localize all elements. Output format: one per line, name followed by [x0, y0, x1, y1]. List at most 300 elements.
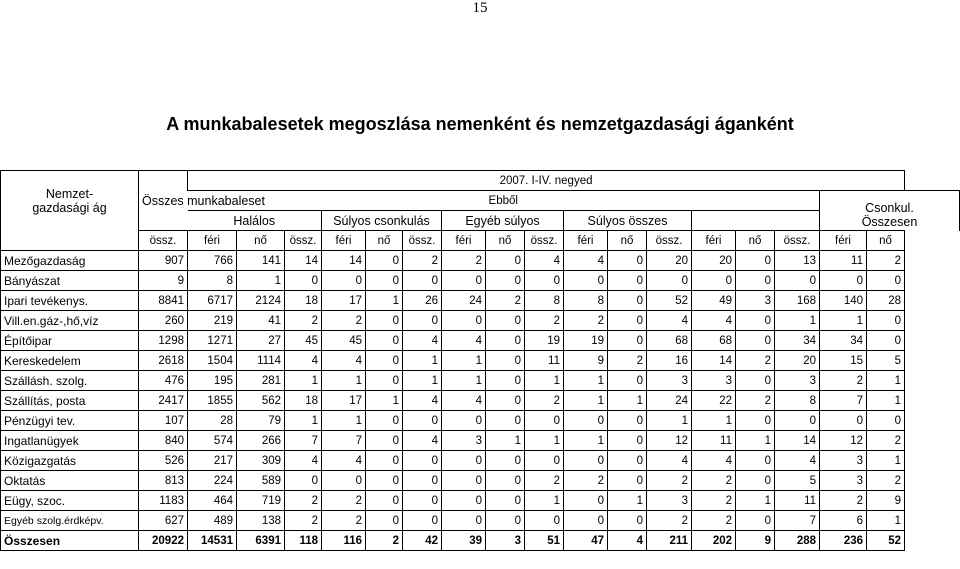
table-row: [1, 251, 960, 271]
table-cell: 0: [366, 271, 403, 291]
table-cell: 2: [647, 511, 692, 531]
table-cell: 11: [692, 431, 736, 451]
table-cell: 0: [525, 451, 564, 471]
table-cell: 12: [647, 431, 692, 451]
row-label: Eügy, szoc.: [1, 491, 139, 511]
row-label: Építőipar: [1, 331, 139, 351]
table-cell: 3: [442, 431, 486, 451]
table-cell: 3: [820, 471, 867, 491]
table-cell: 0: [322, 271, 366, 291]
table-cell: 0: [403, 511, 442, 531]
table-cell: 0: [525, 411, 564, 431]
table-cell: 526: [139, 451, 188, 471]
table-cell: 47: [564, 531, 608, 551]
table-cell: 4: [322, 451, 366, 471]
table-cell: 0: [608, 511, 647, 531]
table-cell: 8841: [139, 291, 188, 311]
table-cell: 1114: [237, 351, 285, 371]
row-label: Mezőgazdaság: [1, 251, 139, 271]
header-other-severe: Egyéb súlyos: [442, 211, 564, 231]
header-sub-cell: nő: [237, 231, 285, 251]
table-cell: 4: [525, 251, 564, 271]
row-label: Bányászat: [1, 271, 139, 291]
table-cell: 0: [564, 451, 608, 471]
table-cell: 2: [285, 511, 322, 531]
table-cell: 0: [366, 491, 403, 511]
table-cell: 4: [564, 251, 608, 271]
table-cell: 0: [403, 491, 442, 511]
table-cell: 0: [608, 411, 647, 431]
header-sub-cell: nő: [608, 231, 647, 251]
header-mutilation-total: Csonkul. Összesen: [820, 191, 960, 231]
table-cell: 0: [525, 271, 564, 291]
table-cell: 141: [237, 251, 285, 271]
table-cell: 309: [237, 451, 285, 471]
table-cell: 11: [820, 251, 867, 271]
table-cell: 0: [736, 511, 775, 531]
table-cell: 9: [867, 491, 905, 511]
table-cell: 1: [608, 391, 647, 411]
table-cell: 1: [525, 491, 564, 511]
table-cell: 1: [322, 411, 366, 431]
table-cell: 0: [403, 451, 442, 471]
table-cell: 1: [692, 411, 736, 431]
table-cell: 107: [139, 411, 188, 431]
header-sub-cell: féri: [322, 231, 366, 251]
table-cell: 1: [867, 511, 905, 531]
table-cell: 17: [322, 391, 366, 411]
table-cell: 0: [736, 451, 775, 471]
table-cell: 0: [608, 291, 647, 311]
table-cell: 0: [736, 371, 775, 391]
table-cell: 1: [820, 311, 867, 331]
row-label: Pénzügyi tev.: [1, 411, 139, 431]
table-cell: 3: [647, 491, 692, 511]
table-cell: 18: [285, 391, 322, 411]
table-row: [1, 411, 960, 431]
table-cell: 0: [486, 511, 525, 531]
table-cell: 1: [285, 371, 322, 391]
table-row: [1, 471, 960, 491]
table-cell: 14: [692, 351, 736, 371]
table-cell: 17: [322, 291, 366, 311]
table-cell: 11: [525, 351, 564, 371]
table-cell: 28: [867, 291, 905, 311]
table-cell: 0: [608, 431, 647, 451]
table-cell: 118: [285, 531, 322, 551]
table-cell: 7: [820, 391, 867, 411]
table-cell: 0: [322, 471, 366, 491]
table-cell: 16: [647, 351, 692, 371]
table-cell: 2: [486, 291, 525, 311]
row-label: Ipari tevékenys.: [1, 291, 139, 311]
table-cell: 464: [188, 491, 237, 511]
table-cell: 3: [486, 531, 525, 551]
header-sub-cell: nő: [736, 231, 775, 251]
row-label: Összesen: [1, 531, 139, 551]
table-cell: 1: [736, 431, 775, 451]
table-cell: 0: [775, 271, 820, 291]
table-cell: 52: [647, 291, 692, 311]
table-cell: 0: [608, 471, 647, 491]
table-row: [1, 331, 960, 351]
table-cell: 6: [820, 511, 867, 531]
table-cell: 0: [486, 371, 525, 391]
table-cell: 260: [139, 311, 188, 331]
table-cell: 14531: [188, 531, 237, 551]
row-label: Szállítás, posta: [1, 391, 139, 411]
table-cell: 1271: [188, 331, 237, 351]
table-cell: 1: [322, 371, 366, 391]
table-row: [1, 271, 960, 291]
table-cell: 0: [486, 471, 525, 491]
table-cell: 0: [736, 411, 775, 431]
table-cell: 0: [366, 251, 403, 271]
table-row: [1, 511, 960, 531]
table-cell: 24: [442, 291, 486, 311]
table-cell: 202: [692, 531, 736, 551]
table-cell: 627: [139, 511, 188, 531]
table-cell: 2: [322, 311, 366, 331]
row-label: Vill.en.gáz-,hő,víz: [1, 311, 139, 331]
table-cell: 4: [647, 451, 692, 471]
table-cell: 0: [442, 451, 486, 471]
table-cell: 1: [867, 391, 905, 411]
table-cell: 2: [692, 511, 736, 531]
table-cell: 0: [867, 411, 905, 431]
table-cell: 4: [647, 311, 692, 331]
table-cell: 0: [736, 471, 775, 491]
table-cell: 52: [867, 531, 905, 551]
table-cell: 0: [366, 451, 403, 471]
table-cell: 4: [285, 351, 322, 371]
table-cell: 1: [525, 371, 564, 391]
table-cell: 2: [692, 471, 736, 491]
table-cell: 0: [442, 491, 486, 511]
table-cell: 4: [403, 431, 442, 451]
table-cell: 2417: [139, 391, 188, 411]
table-cell: 9: [736, 531, 775, 551]
table-cell: 7: [775, 511, 820, 531]
table-cell: 49: [692, 291, 736, 311]
header-sub-cell: féri: [820, 231, 867, 251]
table-cell: 1: [237, 271, 285, 291]
table-cell: 2: [692, 491, 736, 511]
table-cell: 116: [322, 531, 366, 551]
table-cell: 1: [867, 371, 905, 391]
table-cell: 9: [564, 351, 608, 371]
table-cell: 1: [525, 431, 564, 451]
page-number: 15: [472, 0, 488, 16]
table-row: [1, 451, 960, 471]
table-cell: 0: [486, 311, 525, 331]
table-cell: 0: [608, 251, 647, 271]
table-total-row: [1, 531, 960, 551]
table-cell: 9: [139, 271, 188, 291]
table-cell: 0: [820, 271, 867, 291]
table-cell: 0: [736, 251, 775, 271]
table-cell: 1: [608, 491, 647, 511]
table-cell: 2: [564, 471, 608, 491]
table-cell: 2: [867, 471, 905, 491]
table-cell: 20922: [139, 531, 188, 551]
table-cell: 2: [322, 511, 366, 531]
table-cell: 0: [442, 471, 486, 491]
header-sub-cell: féri: [188, 231, 237, 251]
table-cell: 1: [486, 431, 525, 451]
header-total-accidents: Összes munkabaleset: [139, 171, 188, 231]
table-cell: 0: [647, 271, 692, 291]
table-cell: 3: [820, 451, 867, 471]
header-sub-cell: össz.: [139, 231, 188, 251]
table-row: [1, 491, 960, 511]
table-cell: 0: [608, 271, 647, 291]
table-cell: 0: [608, 371, 647, 391]
table-cell: 840: [139, 431, 188, 451]
table-cell: 0: [486, 271, 525, 291]
table-row: [1, 311, 960, 331]
header-sub-cell: nő: [366, 231, 403, 251]
table-cell: 0: [366, 411, 403, 431]
table-cell: 217: [188, 451, 237, 471]
table-cell: 45: [285, 331, 322, 351]
table-cell: 2: [736, 391, 775, 411]
table-cell: 281: [237, 371, 285, 391]
table-cell: 2: [647, 471, 692, 491]
table-cell: 39: [442, 531, 486, 551]
table-cell: 0: [564, 271, 608, 291]
table-cell: 0: [442, 511, 486, 531]
table-cell: 2: [403, 251, 442, 271]
table-cell: 0: [486, 451, 525, 471]
table-cell: 68: [647, 331, 692, 351]
table-cell: 18: [285, 291, 322, 311]
header-severe-mutilating: Súlyos csonkulás: [322, 211, 442, 231]
table-cell: 0: [366, 351, 403, 371]
table-cell: 2: [564, 311, 608, 331]
table-cell: 13: [775, 251, 820, 271]
table-cell: 5: [775, 471, 820, 491]
header-sub-cell: össz.: [775, 231, 820, 251]
table-cell: 8: [525, 291, 564, 311]
table-cell: 219: [188, 311, 237, 331]
table-cell: 2: [285, 311, 322, 331]
table-cell: 2618: [139, 351, 188, 371]
table-cell: 2: [285, 491, 322, 511]
table-cell: 0: [486, 351, 525, 371]
table-cell: 2: [366, 531, 403, 551]
table-cell: 0: [736, 311, 775, 331]
table-cell: 1: [564, 371, 608, 391]
table-cell: 4: [442, 331, 486, 351]
header-row-period: [1, 171, 960, 191]
table-cell: 1: [736, 491, 775, 511]
table-cell: 1: [442, 351, 486, 371]
table-cell: 168: [775, 291, 820, 311]
table-cell: 0: [366, 431, 403, 451]
table-cell: 2: [867, 431, 905, 451]
table-cell: 2: [820, 371, 867, 391]
table-cell: 489: [188, 511, 237, 531]
table-cell: 22: [692, 391, 736, 411]
header-fatal: Halálos: [188, 211, 322, 231]
table-cell: 0: [775, 411, 820, 431]
table-cell: 0: [736, 271, 775, 291]
table-cell: 11: [775, 491, 820, 511]
table-cell: 0: [564, 491, 608, 511]
table-cell: 0: [486, 411, 525, 431]
table-cell: 1: [442, 371, 486, 391]
table-cell: 719: [237, 491, 285, 511]
row-label: Oktatás: [1, 471, 139, 491]
table-cell: 4: [775, 451, 820, 471]
table-cell: 1183: [139, 491, 188, 511]
table-body: [1, 251, 960, 551]
page-title: A munkabalesetek megoszlása nemenként és nemzetgazdasági áganként: [166, 114, 794, 134]
table-cell: 19: [564, 331, 608, 351]
table-cell: 4: [403, 391, 442, 411]
table-cell: 0: [403, 411, 442, 431]
table-cell: 1: [403, 351, 442, 371]
table-cell: 6391: [237, 531, 285, 551]
table-cell: 236: [820, 531, 867, 551]
header-sub-cell: össz.: [525, 231, 564, 251]
table-cell: 12: [820, 431, 867, 451]
table-cell: 288: [775, 531, 820, 551]
table-cell: 574: [188, 431, 237, 451]
header-sub-cell: féri: [564, 231, 608, 251]
table-cell: 138: [237, 511, 285, 531]
table-cell: 0: [486, 331, 525, 351]
table-cell: 1: [867, 451, 905, 471]
table-cell: 0: [564, 411, 608, 431]
table-cell: 0: [486, 251, 525, 271]
table-cell: 34: [820, 331, 867, 351]
table-cell: 0: [442, 311, 486, 331]
table-cell: 3: [692, 371, 736, 391]
table-cell: 2: [525, 391, 564, 411]
row-label: Kereskedelem: [1, 351, 139, 371]
table-cell: 0: [486, 491, 525, 511]
table-cell: 813: [139, 471, 188, 491]
header-sub-cell: féri: [442, 231, 486, 251]
row-label: Egyéb szolg.érdképv.: [1, 511, 139, 531]
table-cell: 4: [608, 531, 647, 551]
table-cell: 766: [188, 251, 237, 271]
header-period: 2007. I-IV. negyed: [188, 171, 905, 191]
table-cell: 2: [820, 491, 867, 511]
table-cell: 1504: [188, 351, 237, 371]
table-cell: 224: [188, 471, 237, 491]
table-cell: 45: [322, 331, 366, 351]
table-cell: 0: [867, 331, 905, 351]
table-cell: 42: [403, 531, 442, 551]
table-cell: 1: [775, 311, 820, 331]
table-cell: 27: [237, 331, 285, 351]
table-cell: 8: [564, 291, 608, 311]
table-cell: 0: [366, 311, 403, 331]
table-cell: 589: [237, 471, 285, 491]
header-row-sub: [1, 231, 960, 251]
table-cell: 20: [775, 351, 820, 371]
table-cell: 476: [139, 371, 188, 391]
table-cell: 28: [188, 411, 237, 431]
table-cell: 1855: [188, 391, 237, 411]
table-cell: 0: [867, 311, 905, 331]
table-cell: 1: [564, 431, 608, 451]
table-cell: 14: [775, 431, 820, 451]
header-branch-spacer: [1, 231, 139, 251]
table-cell: 4: [403, 331, 442, 351]
header-sub-cell: össz.: [647, 231, 692, 251]
table-cell: 2: [525, 471, 564, 491]
table-cell: 79: [237, 411, 285, 431]
table-cell: 7: [322, 431, 366, 451]
table-cell: 0: [366, 511, 403, 531]
table-cell: 907: [139, 251, 188, 271]
table-cell: 2124: [237, 291, 285, 311]
table-cell: 6717: [188, 291, 237, 311]
table-cell: 2: [525, 311, 564, 331]
table-row: [1, 291, 960, 311]
table-cell: 34: [775, 331, 820, 351]
table-cell: 0: [403, 271, 442, 291]
table-row: [1, 391, 960, 411]
table-cell: 2: [867, 251, 905, 271]
table-cell: 0: [564, 511, 608, 531]
table-cell: 0: [486, 391, 525, 411]
accident-table: [0, 170, 960, 551]
table-cell: 4: [692, 311, 736, 331]
table-cell: 8: [775, 391, 820, 411]
table-row: [1, 431, 960, 451]
table-cell: 211: [647, 531, 692, 551]
table-cell: 1: [403, 371, 442, 391]
table-cell: 0: [820, 411, 867, 431]
table-cell: 1: [366, 391, 403, 411]
table-cell: 24: [647, 391, 692, 411]
table-cell: 0: [867, 271, 905, 291]
row-label: Ingatlanügyek: [1, 431, 139, 451]
table-cell: 0: [442, 271, 486, 291]
table-cell: 2: [442, 251, 486, 271]
table-cell: 0: [366, 471, 403, 491]
table-cell: 4: [692, 451, 736, 471]
table-cell: 1: [564, 391, 608, 411]
header-branch: Nemzet- gazdasági ág: [1, 171, 139, 231]
header-sub-cell: nő: [867, 231, 905, 251]
table-cell: 2: [322, 491, 366, 511]
table-cell: 1: [285, 411, 322, 431]
table-cell: 195: [188, 371, 237, 391]
table-cell: 0: [608, 331, 647, 351]
table-cell: 140: [820, 291, 867, 311]
table-cell: 0: [442, 411, 486, 431]
table-cell: 8: [188, 271, 237, 291]
table-cell: 0: [608, 311, 647, 331]
table-cell: 41: [237, 311, 285, 331]
table-cell: 51: [525, 531, 564, 551]
table-cell: 3: [647, 371, 692, 391]
header-severe-total: Súlyos összes: [564, 211, 692, 231]
header-sub-cell: nő: [486, 231, 525, 251]
table-cell: 1: [366, 291, 403, 311]
table-cell: 1298: [139, 331, 188, 351]
table-cell: 26: [403, 291, 442, 311]
table-cell: 0: [366, 371, 403, 391]
header-of-which: Ebből: [188, 191, 820, 211]
table-cell: 3: [775, 371, 820, 391]
